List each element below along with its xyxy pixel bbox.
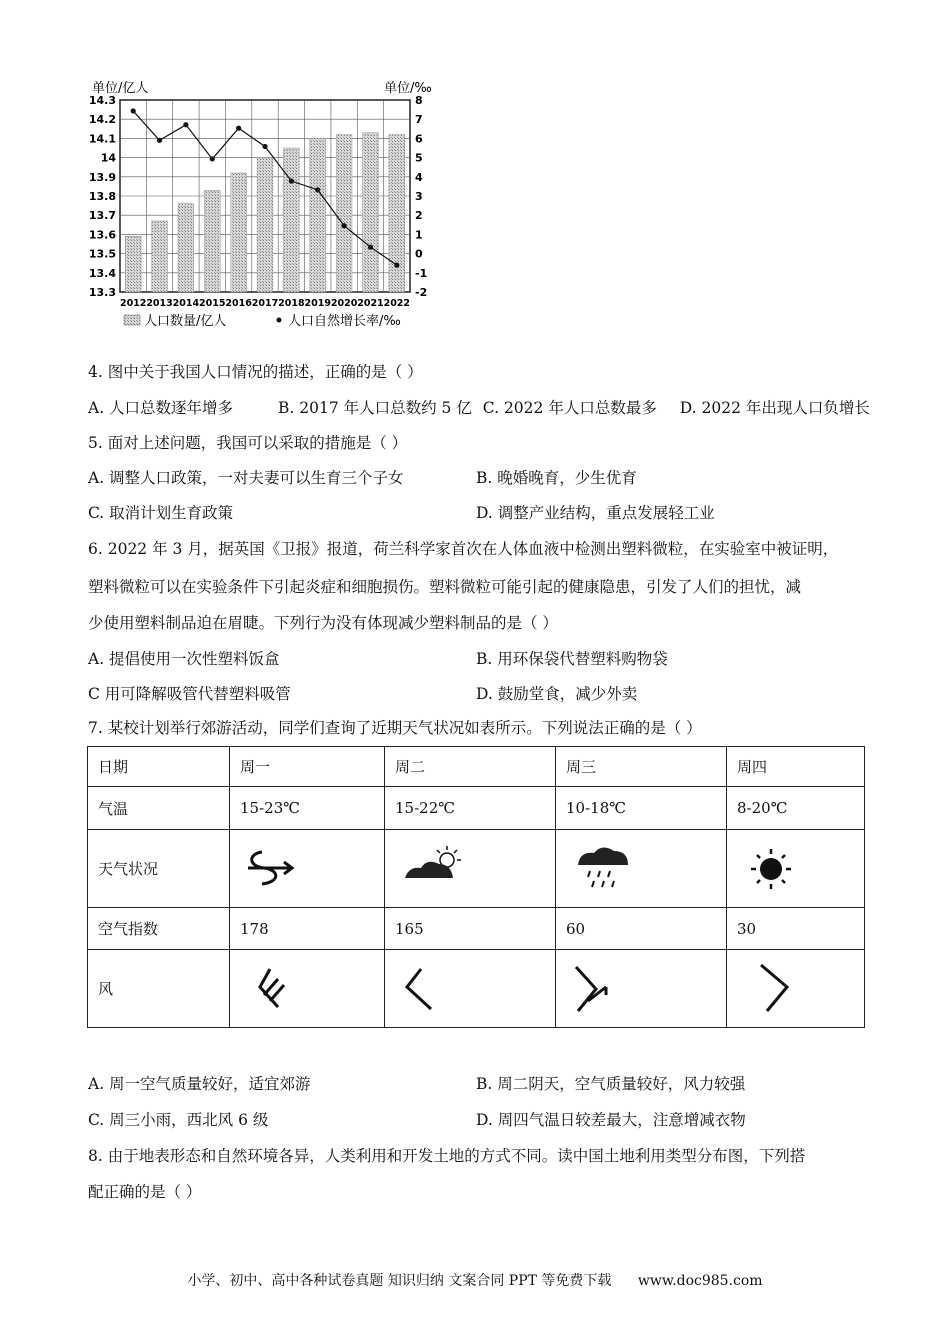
- population-bar: [310, 138, 326, 292]
- population-bar: [152, 221, 168, 292]
- q6-line-1: 6. 2022 年 3 月，据英国《卫报》报道，荷兰科学家首次在人体血液中检测出塑料微粒，在实验室中被证明，: [88, 540, 839, 558]
- q7-option-b: B. 周二阴天，空气质量较好，风力较强: [476, 1075, 746, 1093]
- left-tick-label: 13.6: [88, 228, 116, 242]
- x-tick-label: 2014: [172, 298, 200, 309]
- right-tick-label: 4: [415, 170, 423, 184]
- x-tick-label: 2012: [119, 298, 147, 309]
- growth-rate-point: [394, 263, 399, 268]
- q7-option-d: D. 周四气温日较差最大，注意增减衣物: [476, 1111, 746, 1129]
- table-cell: 天气状况: [88, 830, 230, 908]
- q6-line-2: 塑料微粒可以在实验条件下引起炎症和细胞损伤。塑料微粒可能引起的健康隐患，引发了人们的担忧，减: [88, 578, 802, 596]
- wind-barb-icon: [737, 957, 807, 1017]
- population-bar: [336, 135, 352, 292]
- q4-option-b: B. 2017 年人口总数约 5 亿: [278, 399, 472, 417]
- wind-barb-icon: [566, 957, 636, 1017]
- weather-table: [87, 746, 865, 1028]
- wind-barb-icon: [395, 957, 465, 1017]
- left-tick-label: 13.9: [88, 170, 116, 184]
- chart-legend: [124, 313, 401, 329]
- table-cell: 30: [727, 908, 865, 950]
- sun-icon: [737, 839, 807, 895]
- left-tick-label: 13.5: [88, 247, 116, 261]
- right-tick-label: -1: [415, 266, 428, 280]
- x-tick-label: 2016: [225, 298, 252, 309]
- table-row: [88, 747, 865, 787]
- table-row: [88, 787, 865, 830]
- q7-option-c: C. 周三小雨，西北风 6 级: [88, 1111, 269, 1129]
- table-cell: 气温: [88, 787, 230, 830]
- table-cell: 165: [385, 908, 556, 950]
- q6-line-3: 少使用塑料制品迫在眉睫。下列行为没有体现减少塑料制品的是（ ）: [88, 614, 558, 632]
- growth-rate-point: [157, 138, 162, 143]
- x-tick-label: 2018: [278, 298, 305, 309]
- population-bar: [389, 135, 405, 292]
- table-cell: 周四: [727, 747, 865, 787]
- table-cell: 空气指数: [88, 908, 230, 950]
- table-cell: 15-22℃: [385, 787, 556, 830]
- population-bar: [257, 158, 273, 292]
- q8-line-2: 配正确的是（ ）: [88, 1183, 202, 1201]
- table-cell: 风: [88, 950, 230, 1028]
- legend-bar-label: 人口数量/亿人: [144, 314, 227, 329]
- table-cell: 178: [230, 908, 385, 950]
- table-cell: [230, 950, 385, 1028]
- table-cell: 15-23℃: [230, 787, 385, 830]
- left-tick-label: 13.3: [88, 286, 116, 299]
- left-tick-label: 14: [100, 151, 116, 165]
- rain-cloud-icon: [566, 839, 646, 895]
- left-tick-label: 13.7: [88, 209, 116, 223]
- x-tick-label: 2015: [199, 298, 226, 309]
- q6-option-d: D. 鼓励堂食，减少外卖: [476, 685, 638, 703]
- table-row: [88, 830, 865, 908]
- q4-option-a: A. 人口总数逐年增多: [88, 399, 234, 417]
- x-tick-label: 2022: [383, 298, 411, 309]
- q6-option-b: B. 用环保袋代替塑料购物袋: [476, 650, 668, 668]
- right-tick-label: 7: [415, 113, 423, 127]
- left-tick-label: 13.8: [88, 190, 116, 203]
- q4-options: [88, 396, 884, 418]
- q5-option-c: C. 取消计划生育政策: [88, 504, 234, 522]
- population-bar: [283, 148, 299, 292]
- population-bar: [231, 173, 247, 292]
- table-cell: 周二: [385, 747, 556, 787]
- x-tick-label: 2017: [251, 298, 279, 309]
- table-cell: [556, 950, 727, 1028]
- legend-line-swatch: [277, 318, 282, 323]
- footer-text: 小学、初中、高中各种试卷真题 知识归纳 文案合同 PPT 等免费下载: [187, 1273, 612, 1289]
- q5-stem: 5. 面对上述问题，我国可以采取的措施是（ ）: [88, 434, 408, 452]
- table-cell: [727, 830, 865, 908]
- q5-option-b: B. 晚婚晚育，少生优育: [476, 469, 637, 487]
- growth-rate-point: [183, 122, 188, 127]
- x-tick-label: 2021: [357, 298, 384, 309]
- population-bar: [178, 204, 194, 292]
- table-cell: 8-20℃: [727, 787, 865, 830]
- q7-stem: 7. 某校计划举行郊游活动，同学们查询了近期天气状况如表所示。下列说法正确的是（ ）: [88, 719, 702, 737]
- growth-rate-point: [131, 108, 136, 113]
- q7-option-a: A. 周一空气质量较好，适宜郊游: [88, 1075, 311, 1093]
- left-tick-label: 14.1: [88, 132, 116, 146]
- left-tick-label: 14.2: [88, 113, 116, 127]
- q5-option-a: A. 调整人口政策，一对夫妻可以生育三个子女: [88, 469, 404, 487]
- left-axis-label: 单位/亿人: [92, 81, 149, 96]
- table-cell: 周一: [230, 747, 385, 787]
- right-tick-label: 2: [415, 209, 423, 223]
- table-cell: [727, 950, 865, 1028]
- growth-rate-point: [368, 244, 373, 249]
- right-tick-label: 1: [415, 228, 423, 242]
- table-cell: 10-18℃: [556, 787, 727, 830]
- q4-option-c: C. 2022 年人口总数最多: [482, 399, 657, 417]
- right-tick-label: 0: [415, 247, 423, 261]
- right-tick-label: 3: [415, 190, 423, 203]
- growth-rate-point: [210, 156, 215, 161]
- growth-rate-point: [289, 178, 294, 183]
- population-bar: [125, 236, 141, 292]
- left-tick-label: 13.4: [88, 266, 116, 280]
- right-axis-label: 单位/‰: [384, 81, 432, 96]
- legend-line-label: 人口自然增长率/‰: [288, 314, 401, 329]
- table-cell: [230, 830, 385, 908]
- growth-rate-point: [341, 223, 346, 228]
- table-row: [88, 950, 865, 1028]
- right-tick-label: 8: [415, 94, 423, 107]
- growth-rate-point: [262, 144, 267, 149]
- page-footer: [0, 1270, 950, 1290]
- cloudy-sun-icon: [395, 842, 475, 892]
- growth-rate-point: [236, 126, 241, 131]
- sandstorm-icon: [240, 842, 300, 892]
- q4-stem: 4. 图中关于我国人口情况的描述，正确的是（ ）: [88, 363, 423, 381]
- right-tick-label: 5: [415, 151, 423, 165]
- table-cell: 日期: [88, 747, 230, 787]
- x-tick-label: 2020: [330, 298, 358, 309]
- table-cell: [385, 830, 556, 908]
- right-tick-label: -2: [415, 286, 428, 299]
- left-tick-label: 14.3: [88, 94, 116, 107]
- x-tick-label: 2013: [146, 298, 173, 309]
- legend-bar-swatch: [124, 315, 140, 325]
- q6-option-c: C 用可降解吸管代替塑料吸管: [88, 685, 291, 703]
- population-bar: [204, 190, 220, 292]
- wind-barb-icon: [240, 957, 310, 1017]
- q4-option-d: D. 2022 年出现人口负增长: [679, 399, 870, 417]
- population-chart: [80, 78, 450, 340]
- growth-rate-point: [315, 187, 320, 192]
- q5-option-d: D. 调整产业结构，重点发展轻工业: [476, 504, 715, 522]
- q6-option-a: A. 提倡使用一次性塑料饭盒: [88, 650, 280, 668]
- table-cell: [385, 950, 556, 1028]
- table-cell: 60: [556, 908, 727, 950]
- footer-link[interactable]: www.doc985.com: [637, 1273, 763, 1289]
- x-tick-label: 2019: [304, 298, 331, 309]
- table-cell: 周三: [556, 747, 727, 787]
- right-tick-label: 6: [415, 132, 423, 146]
- q8-line-1: 8. 由于地表形态和自然环境各异，人类利用和开发土地的方式不同。读中国土地利用类型分布图，下列搭: [88, 1147, 806, 1165]
- population-chart-svg: [80, 78, 450, 340]
- population-bar: [363, 133, 379, 292]
- table-cell: [556, 830, 727, 908]
- table-row: [88, 908, 865, 950]
